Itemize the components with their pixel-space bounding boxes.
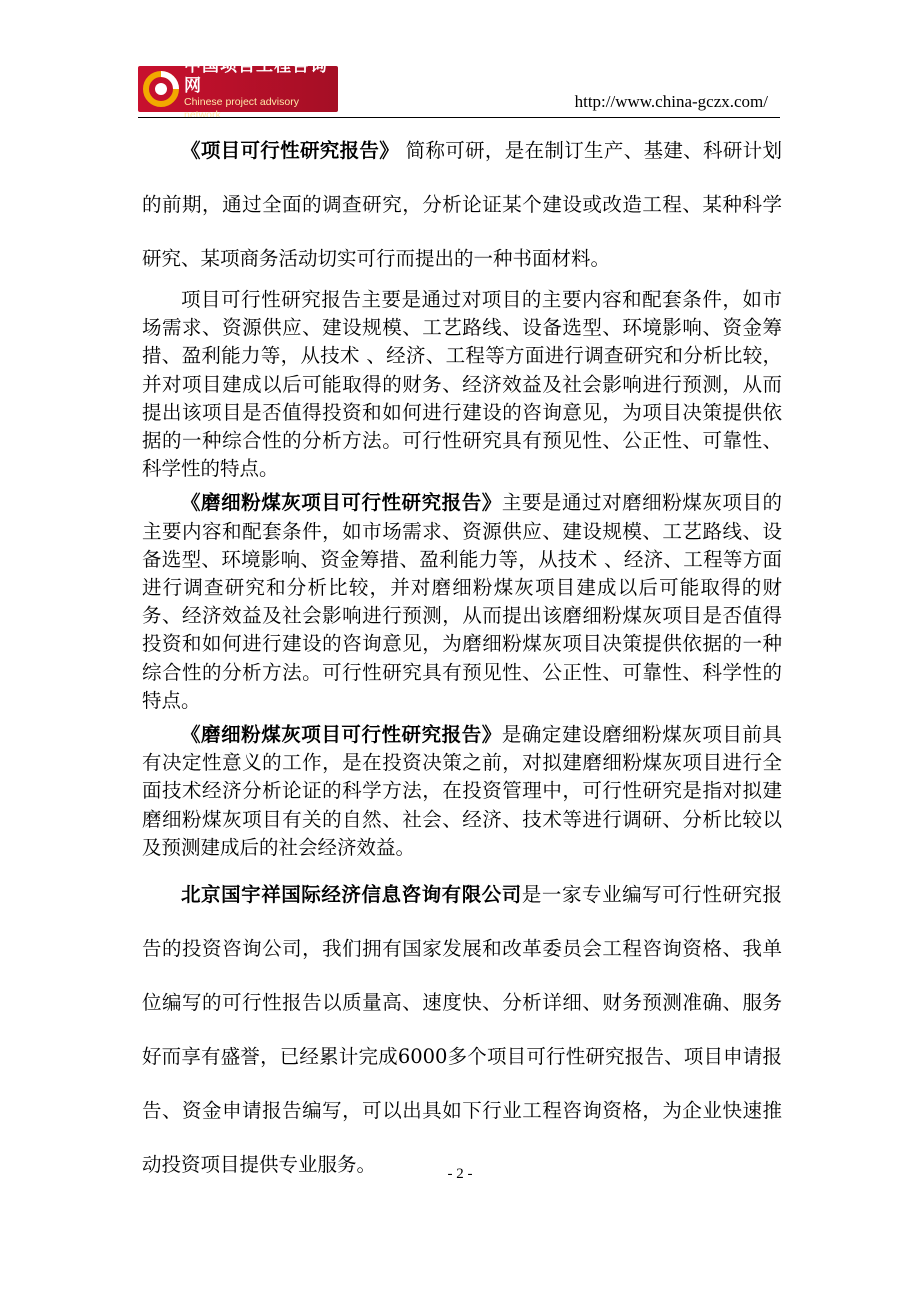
paragraph-intro — [142, 124, 782, 286]
page-number: - 2 - — [447, 1166, 473, 1182]
paragraph-text: 主要是通过对磨细粉煤灰项目的主要内容和配套条件，如市场需求、资源供应、建设规模、工艺路线、设备选型、环境影响、资金筹措、盈利能力等，从技术 、经济、工程等方面进行调查研究和分析比较，并对磨细粉煤灰项目建成以后可能取得的财务、经济效益及社会影响进行预测，从而提出该磨细粉煤灰项目是否值得投资和如何进行建设的咨询意见，为磨细粉煤灰项目决策提供依据的一种综合性的分析方法。可行性研究具有预见性、公正性、可靠性、科学性的特点。 — [142, 491, 782, 712]
logo-chinese-name: 中国项目工程咨询网 — [184, 56, 328, 96]
paragraph-definition — [142, 286, 782, 483]
paragraph-project-significance — [142, 721, 782, 862]
paragraph-text: 是一家专业编写可行性研究报告的投资咨询公司，我们拥有国家发展和改革委员会工程咨询资格、我单位编写的可行性报告以质量高、速度快、分析详细、财务预测准确、服务好而享有盛誉，已经累计完成6000多个项目可行性研究报告、项目申请报告、资金申请报告编写，可以出具如下行业工程咨询资格，为企业快速推动投资项目提供专业服务。 — [142, 883, 782, 1177]
paragraph-company — [142, 868, 782, 1192]
paragraph-text: 项目可行性研究报告主要是通过对项目的主要内容和配套条件，如市场需求、资源供应、建设规模、工艺路线、设备选型、环境影响、资金筹措、盈利能力等，从技术 、经济、工程等方面进行调查研究和分析比较，并对项目建成以后可能取得的财务、经济效益及社会影响进行预测，从而提出该项目是否值得投资和如何进行建设的咨询意见，为项目决策提供依据的一种综合性的分析方法。可行性研究具有预见性、公正性、可靠性、科学性的特点。 — [142, 288, 782, 481]
site-url-link[interactable]: http://www.china-gczx.com/ — [574, 92, 768, 111]
logo-english-name: Chinese project advisory network — [184, 96, 299, 121]
document-body — [142, 124, 782, 1192]
report-title-bold: 《项目可行性研究报告》 — [181, 139, 400, 162]
report-title-bold: 《磨细粉煤灰项目可行性研究报告》 — [181, 723, 502, 747]
paragraph-project-report — [142, 489, 782, 715]
header-divider — [138, 117, 780, 118]
page-header — [138, 56, 780, 121]
logo-text — [184, 56, 338, 122]
site-logo[interactable] — [138, 56, 338, 121]
paragraph-text: 是确定建设磨细粉煤灰项目前具有决定性意义的工作，是在投资决策之前，对拟建磨细粉煤灰项目进行全面技术经济分析论证的科学方法，在投资管理中，可行性研究是指对拟建磨细粉煤灰项目有关的自然、社会、经济、技术等进行调研、分析比较以及预测建成后的社会经济效益。 — [142, 723, 782, 859]
company-name-bold: 北京国宇祥国际经济信息咨询有限公司 — [181, 883, 522, 907]
cpan-logo-icon — [142, 70, 180, 108]
paragraph-text: 简称可研，是在制订生产、基建、科研计划的前期，通过全面的调查研究，分析论证某个建设或改造工程、某种科学研究、某项商务活动切实可行而提出的一种书面材料。 — [142, 139, 782, 270]
report-title-bold: 《磨细粉煤灰项目可行性研究报告》 — [181, 491, 502, 515]
